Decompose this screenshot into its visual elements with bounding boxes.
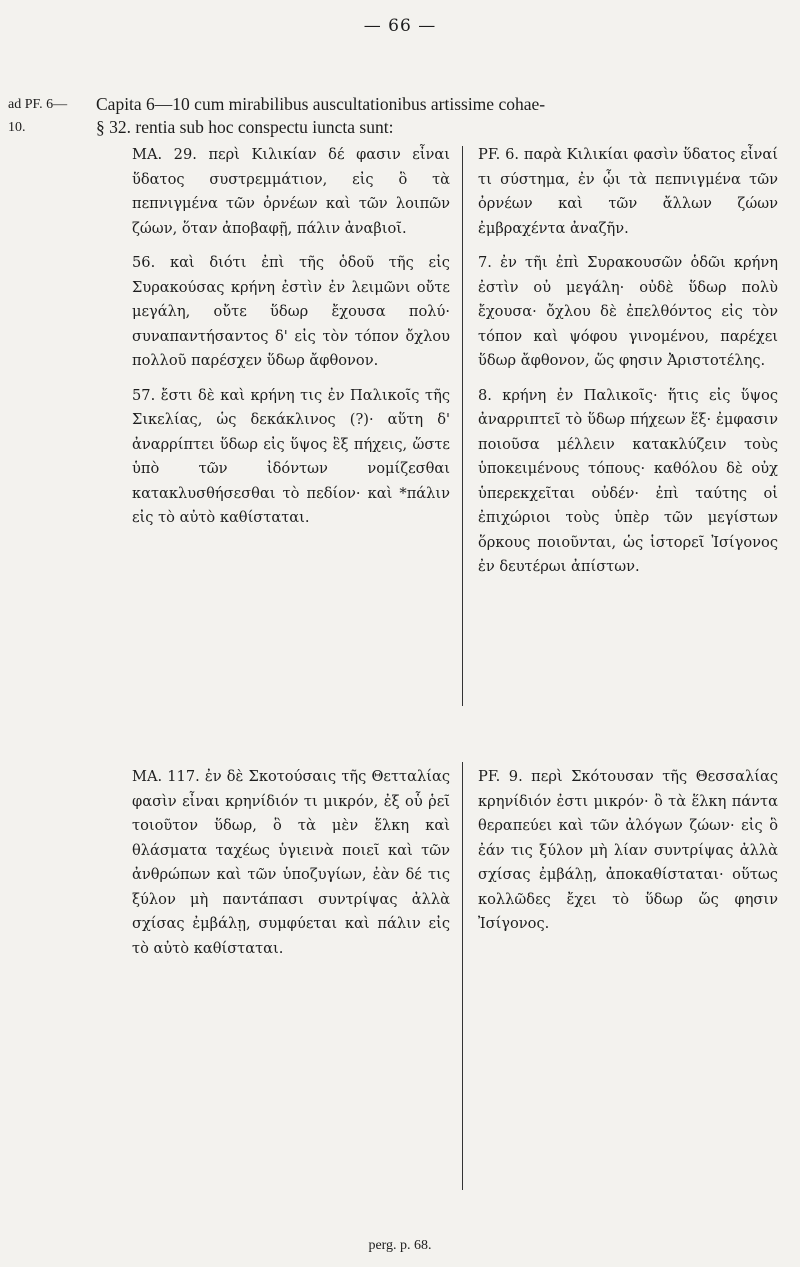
paragraph-ma-29: ΜΑ. 29. περὶ Κιλικίαν δέ φασιν εἶναι ὕδατος συστρεμμάτιον, εἰς ὃ τὰ πεπνιγμένα τῶν ὀρνέων καὶ τῶν λοιπῶν ζώων, ὅταν ἀποβαφῇ, πάλιν ἀναβιοῖ. bbox=[132, 146, 450, 237]
paragraph-pf-7: 7. ἐν τῆι ἐπὶ Συρακουσῶν ὁδῶι κρήνη ἐστὶν οὐ μεγάλη· οὐδὲ ὕδωρ πολὺ ἔχουσα· ὄχλου δὲ ἐπελθόντος εἰς τὸν τόπον καὶ ψόφου γινομένου, παρέχει ὕδωρ ἄφθονον, ὥς φησιν Ἀριστοτέλης. bbox=[478, 254, 778, 369]
column-divider bbox=[462, 146, 463, 706]
paragraph-pf-6: PF. 6. παρὰ Κιλικίαι φασὶν ὕδατος εἶναί τι σύστημα, ἐν ᾧι τὰ πεπνιγμένα τῶν ὀρνέων καὶ τῶν ἄλλων ζώων ἐμβραχέντα ἀναζῆν. bbox=[478, 146, 778, 237]
right-column-lower bbox=[478, 765, 778, 947]
left-column-lower bbox=[132, 765, 450, 971]
paragraph-ma-117: ΜΑ. 117. ἐν δὲ Σκοτούσαις τῆς Θετταλίας φασὶν εἶναι κρηνίδιόν τι μικρόν, ἐξ οὗ ῥεῖ τοιοῦτον ὕδωρ, ὃ τὰ μὲν ἕλκη καὶ θλάσματα ταχέως ὑγιεινὰ ποιεῖ καὶ τῶν ἀνθρώπων καὶ τῶν ὑποζυγίων, ἐὰν δέ τις ξύλον μὴ παντάπασι συντρίψας ἀλλὰ σχίσας ἐμβάλῃ, συμφύεται καὶ πάλιν εἰς τὸ αὐτὸ καθίσταται. bbox=[132, 768, 450, 957]
right-column-upper bbox=[478, 143, 778, 590]
paragraph-pf-9: PF. 9. περὶ Σκότουσαν τῆς Θεσσαλίας κρηνίδιόν ἐστι μικρόν· ὃ τὰ ἕλκη πάντα θεραπεύει καὶ τῶν ἀλόγων ζώων· εἰς ὃ ἐάν τις ξύλον μὴ λίαν συντρίψας ἀλλὰ σχίσας ἐμβάλῃ, ἀποκαθίσταται· οὕτως κολλῶδες ἔχει τὸ ὕδωρ ὥς φησιν Ἰσίγονος. bbox=[478, 768, 778, 932]
footer-reference: perg. p. 68. bbox=[368, 1238, 432, 1253]
margin-reference: ad PF. 6— bbox=[8, 97, 68, 112]
column-divider-lower bbox=[462, 762, 463, 1190]
paragraph-ma-56: 56. καὶ διότι ἐπὶ τῆς ὁδοῦ τῆς εἰς Συρακούσας κρήνη ἐστὶν ἐν λειμῶνι οὔτε μεγάλη, οὔτε ὕδωρ ἔχουσα πολύ· συναπαντήσαντος δ' εἰς τὸν τόπον ὄχλου πολλοῦ παρέσχεν ὕδωρ ἄφθονον. bbox=[132, 254, 450, 369]
intro-line-1: Capita 6—10 cum mirabilibus auscultationibus artissime cohae- bbox=[96, 94, 546, 114]
paragraph-ma-57: 57. ἔστι δὲ καὶ κρήνη τις ἐν Παλικοῖς τῆς Σικελίας, ὡς δεκάκλινος (?)· αὕτη δ' ἀναρρίπτει ὕδωρ εἰς ὕψος ἓξ πήχεις, ὥστε ὑπὸ τῶν ἰδόντων νομίζεσθαι κατακλυσθήσεσθαι τὸ πεδίον· καὶ *πάλιν εἰς τὸ αὐτὸ καθίσταται. bbox=[132, 386, 450, 526]
margin-reference-line2: 10. bbox=[8, 120, 26, 135]
intro-line-2: § 32. rentia sub hoc conspectu iuncta sunt: bbox=[96, 117, 394, 137]
paragraph-pf-8: 8. κρήνη ἐν Παλικοῖς· ἥτις εἰς ὕψος ἀναρριπτεῖ τὸ ὕδωρ πήχεων ἕξ· ἐμφασιν ποιοῦσα μέλλειν κατακλύζειν τοὺς ὑποκειμένους τόπους· καθόλου δὲ οὐχ ὑπερεκχεῖται οὐδέν· ἐπὶ ταύτης οἱ ἐπιχώριοι τοὺς ὑπὲρ τῶν μεγίστων ὅρκους ποιοῦνται, ὡς ἱστορεῖ Ἰσίγονος ἐν δευτέρωι ἀπίστων. bbox=[478, 386, 778, 575]
page-number: — 66 — bbox=[363, 16, 437, 36]
left-column-upper bbox=[132, 143, 450, 541]
